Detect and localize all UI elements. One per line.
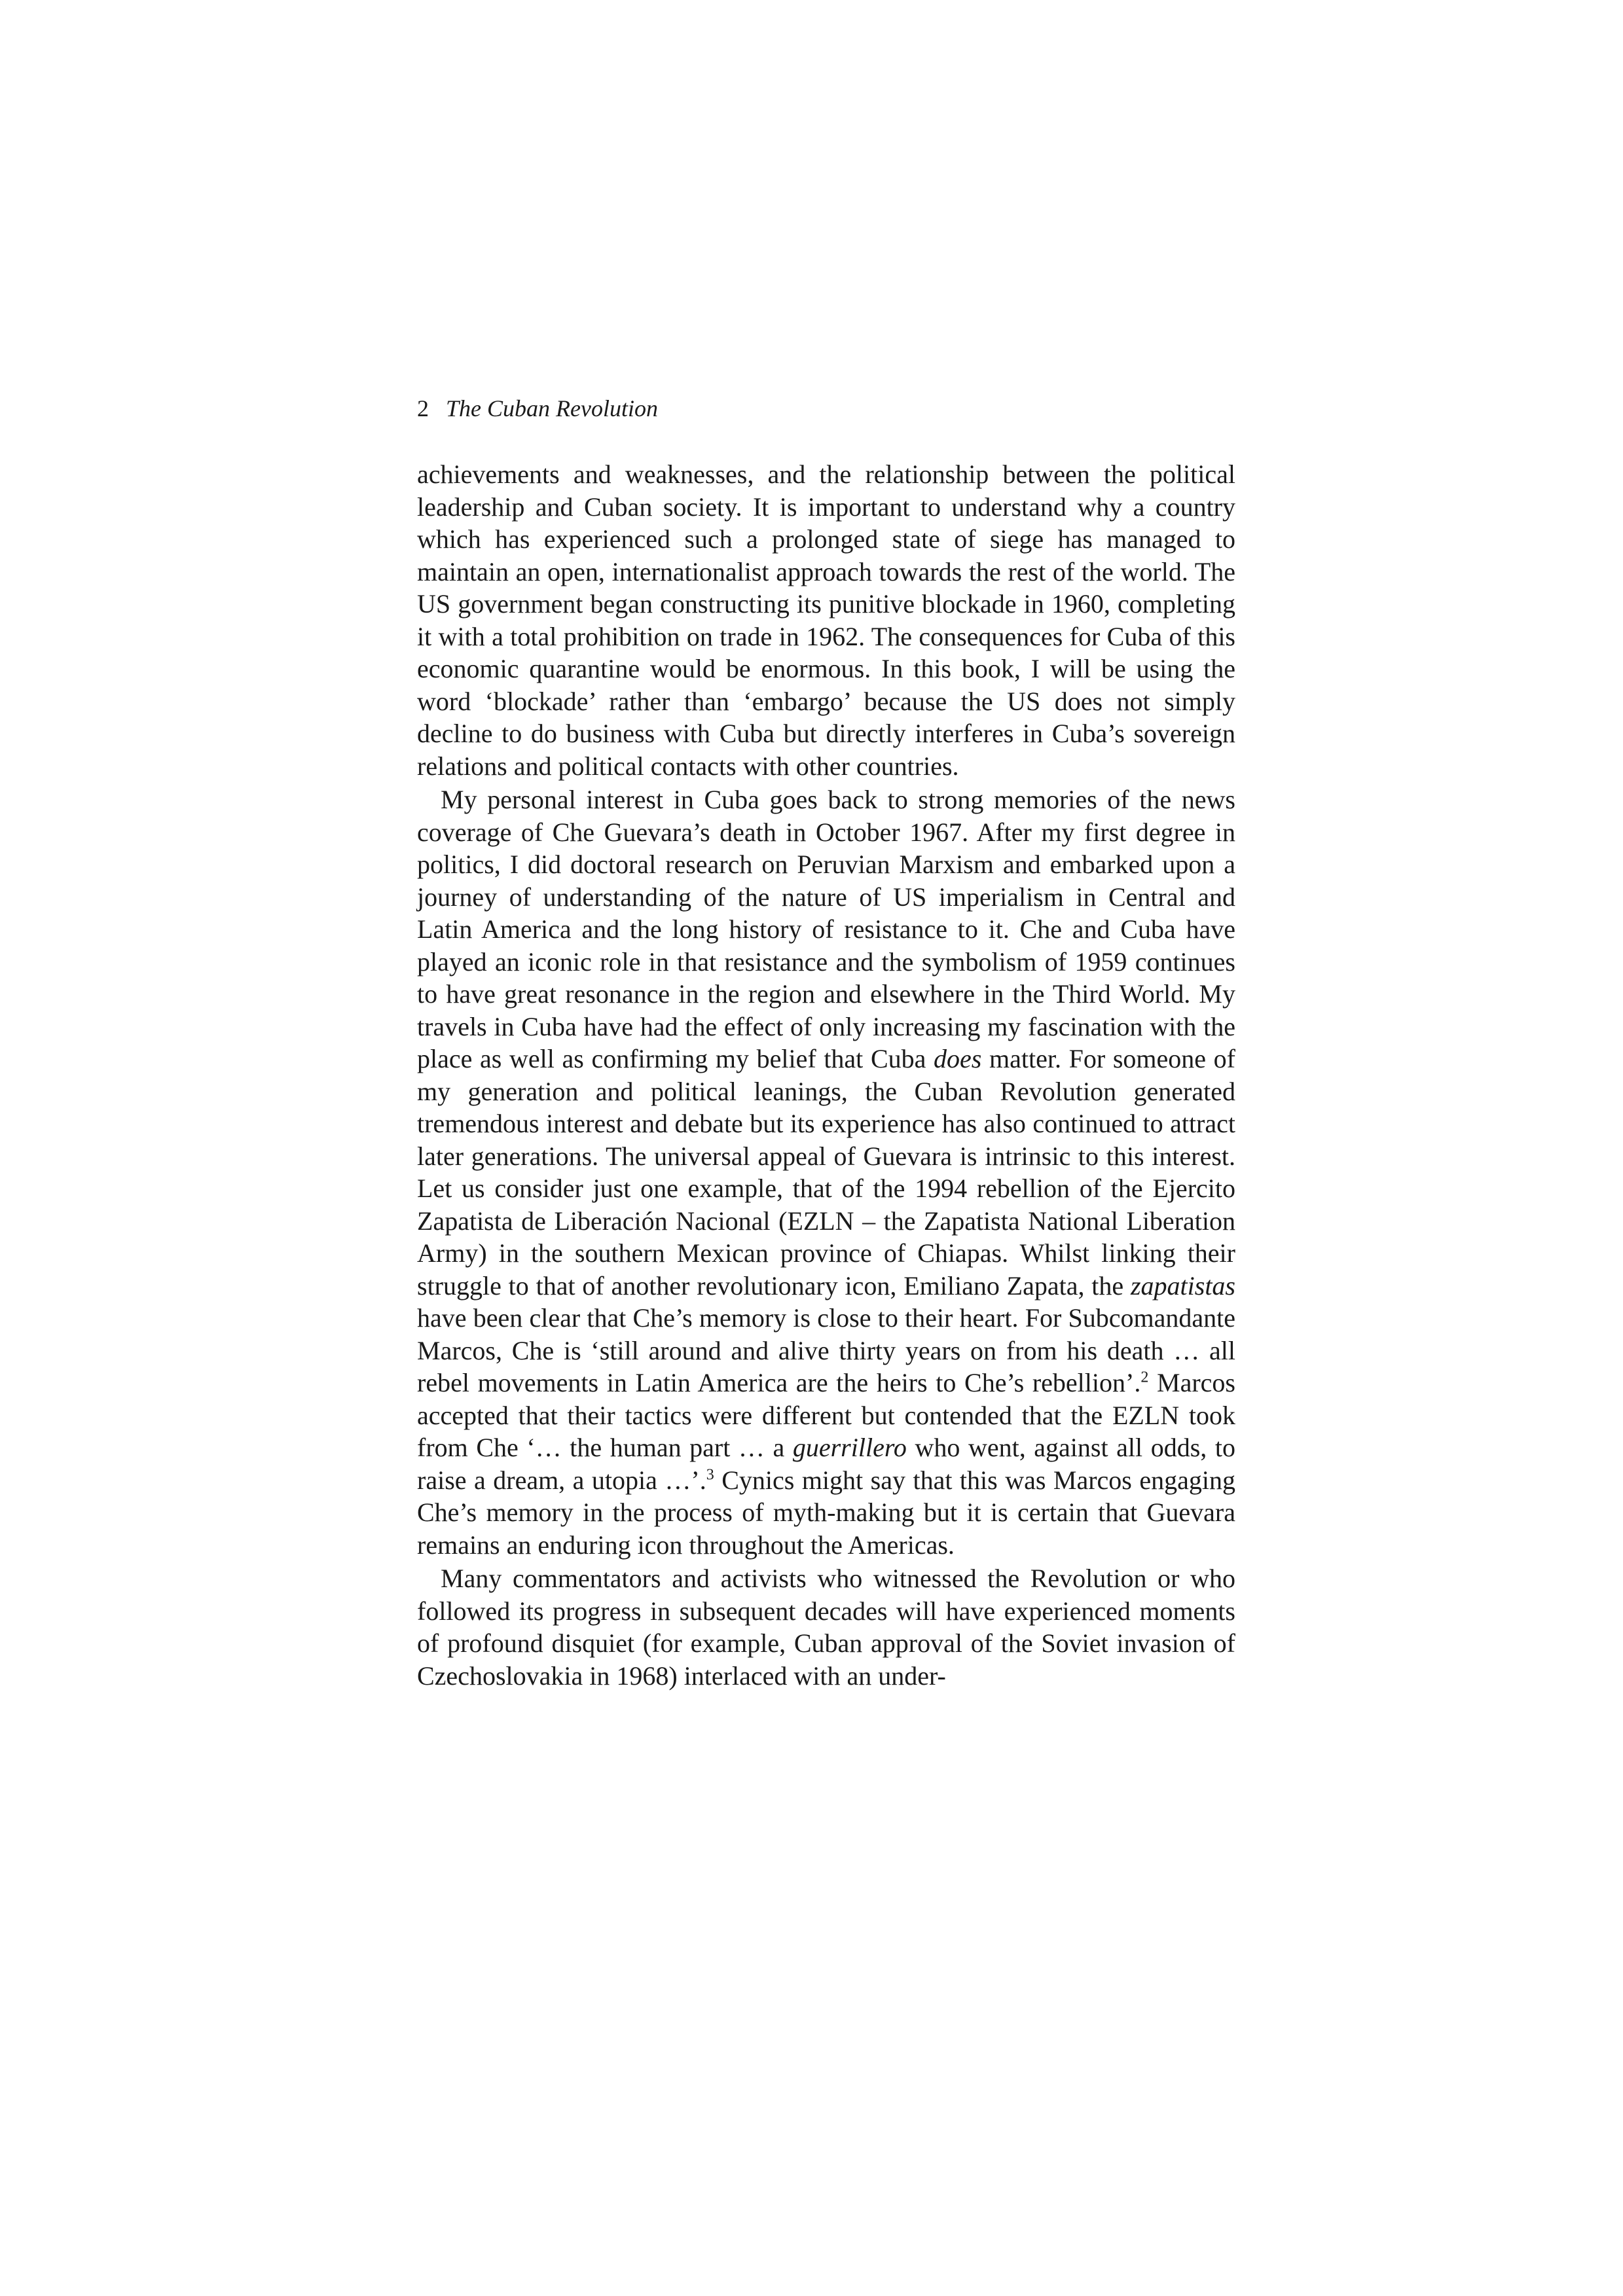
footnote-marker: 2 (1140, 1369, 1149, 1386)
paragraph-2-text: matter. For someone of my generation and political leanings, the Cuban Revolution generated tremendous interest and debate but its experience has also continued to attract later generations. The universal appeal of Guevara is intrinsic to this interest. Let us consider just one example, that of the 1994 rebellion of the Ejercito Zapatista de Liberación Nacional (EZLN – the Zapatista National Liberation Army) in the southern Mexican province of Chiapas. Whilst linking their struggle to that of another revolutionary icon, Emiliano Zapata, the (417, 1044, 1235, 1300)
footnote-marker: 3 (706, 1466, 714, 1484)
italic-emphasis: zapatistas (1130, 1270, 1235, 1300)
italic-emphasis: does (934, 1044, 982, 1073)
paragraph-2-text: have been clear that Che’s memory is close to their heart. For Subcomandante Marcos, Che is ‘still around and alive thirty years on from his death … all rebel movements in Latin America are the heirs to Che’s rebellion’. (417, 1303, 1235, 1397)
paragraph-1: achievements and weaknesses, and the relationship between the political leadership and Cuban society. It is important to understand why a country which has experienced such a prolonged state of siege has managed to maintain an open, internationalist approach towards the rest of the world. The US government began constructing its punitive blockade in 1960, completing it with a total prohibition on trade in 1962. The consequences for Cuba of this economic quarantine would be enormous. In this book, I will be using the word ‘blockade’ rather than ‘embargo’ because the US does not simply decline to do business with Cuba but directly interferes in Cuba’s sovereign relations and political contacts with other countries. (417, 459, 1235, 781)
page-number: 2 (417, 395, 429, 422)
body-text (417, 458, 1235, 1692)
running-title: The Cuban Revolution (446, 395, 658, 422)
running-head (417, 394, 1235, 423)
paragraph-2-text: My personal interest in Cuba goes back to strong memories of the news coverage of Che Guevara’s death in October 1967. After my first degree in politics, I did doctoral research on Peruvian Marxism and embarked upon a journey of understanding of the nature of US imperialism in Central and Latin America and the long history of resistance to it. Che and Cuba have played an iconic role in that resistance and the symbolism of 1959 continues to have great resonance in the region and elsewhere in the Third World. My travels in Cuba have had the effect of only increasing my fascination with the place as well as confirming my belief that Cuba (417, 785, 1235, 1073)
paragraph-2 (417, 783, 1235, 1561)
paragraph-2-text: who went, against all odds, to raise a dream, a utopia …’. (417, 1433, 1235, 1495)
paragraph-2-text: Cynics might say that this was Marcos engaging Che’s memory in the process of myth-making but it is certain that Guevara remains an enduring icon throughout the Americas. (417, 1465, 1235, 1560)
italic-emphasis: guerrillero (792, 1433, 907, 1462)
paragraph-3: Many commentators and activists who witnessed the Revolution or who followed its progress in subsequent decades will have experienced moments of profound disquiet (for example, Cuban approval of the Soviet invasion of Czechoslovakia in 1968) interlaced with an under- (417, 1564, 1235, 1691)
paragraph-2-text: Marcos accepted that their tactics were different but contended that the EZLN took from Che ‘… the human part … a (417, 1368, 1235, 1462)
